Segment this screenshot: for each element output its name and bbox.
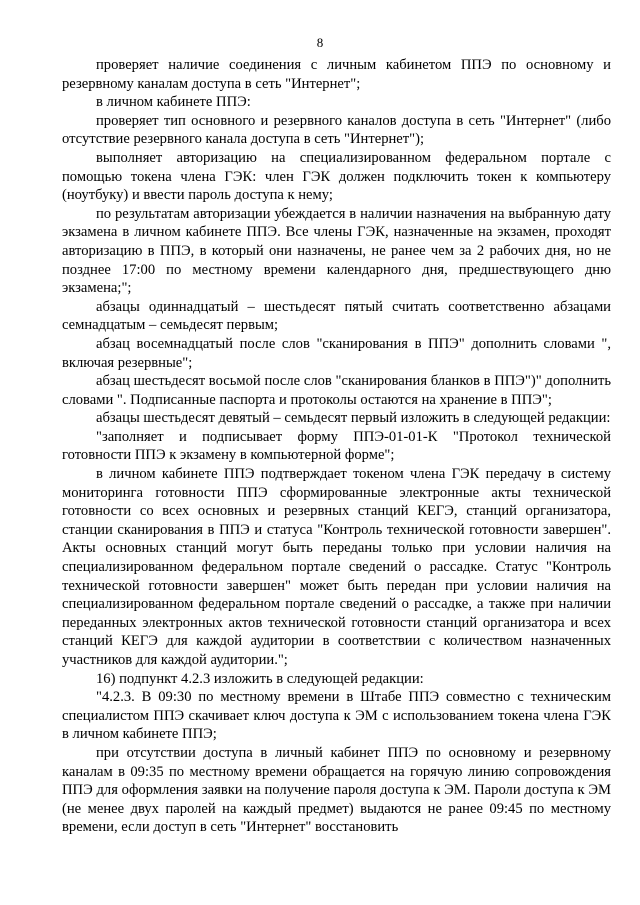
paragraph: выполняет авторизацию на специализированном федеральном портале с помощью токена члена ГЭК: член ГЭК должен подключить токен к компьютеру (ноутбуку) и ввести пароль доступа к нему; (62, 149, 611, 204)
paragraph: проверяет наличие соединения с личным кабинетом ППЭ по основному и резервному каналам доступа в сеть "Интернет"; (62, 57, 611, 92)
paragraph: абзац восемнадцатый после слов "сканирования в ППЭ" дополнить словами ", включая резервные"; (62, 335, 611, 371)
paragraph: "заполняет и подписывает форму ППЭ-01-01-К "Протокол технической готовности ППЭ к экзамену в компьютерной форме"; (62, 428, 611, 464)
paragraph: абзацы шестьдесят девятый – семьдесят первый изложить в следующей редакции: (96, 410, 611, 427)
document-body (62, 56, 611, 837)
paragraph: 16) подпункт 4.2.3 изложить в следующей редакции: (96, 670, 424, 687)
paragraph: абзацы одиннадцатый – шестьдесят пятый считать соответственно абзацами семнадцатым – семьдесят первым; (62, 298, 611, 334)
paragraph: абзац шестьдесят восьмой после слов "сканирования бланков в ППЭ")" дополнить словами ". Подписанные паспорта и протоколы остаются на хранение в ППЭ"; (62, 373, 611, 408)
paragraph: по результатам авторизации убеждается в наличии назначения на выбранную дату экзамена в личном кабинете ППЭ. Все члены ГЭК, назначенные на экзамен, проходят авторизацию в ППЭ, в который они назначены, не ранее чем за 2 рабочих дня, но не позднее 17:00 по местному времени календарного дня, предшествующего дню экзамена;"; (62, 205, 611, 297)
paragraph: в личном кабинете ППЭ подтверждает токеном члена ГЭК передачу в систему мониторинга готовности ППЭ сформированные электронные акты технической готовности со всех основных и резервных станций КЕГЭ, станций организатора, станции сканирования в ППЭ и статуса "Контроль технической готовности завершен". Акты основных станций могут быть переданы только при условии наличия на специализированном федеральном портале сведений о рассадке. Статус "Контроль технической готовности завершен" может быть передан при условии наличия на специализированном федеральном портале сведений о рассадке, а также при наличии переданных электронных актов технической готовности станций организатора и всех станций КЕГЭ для каждой аудитории в соответствии с количеством назначенных участников для каждой аудитории."; (62, 466, 611, 668)
paragraph: проверяет тип основного и резервного каналов доступа в сеть "Интернет" (либо отсутствие резервного канала доступа в сеть "Интернет"); (62, 112, 611, 148)
paragraph: при отсутствии доступа в личный кабинет ППЭ по основному и резервному каналам в 09:35 по местному времени обращается на горячую линию сопровождения ППЭ для оформления заявки на получение пароля доступа к ЭМ. Пароли доступа к ЭМ (не менее двух паролей на каждый предмет) выдаются не ранее 09:45 по местному времени, если доступ в сеть "Интернет" восстановить (62, 744, 611, 836)
paragraph: в личном кабинете ППЭ: (96, 94, 251, 111)
page-number: 8 (316, 35, 324, 50)
paragraph: "4.2.3. В 09:30 по местному времени в Штабе ППЭ совместно с техническим специалистом ППЭ скачивает ключ доступа к ЭМ с использованием токена члена ГЭК в личном кабинете ППЭ; (62, 689, 611, 743)
